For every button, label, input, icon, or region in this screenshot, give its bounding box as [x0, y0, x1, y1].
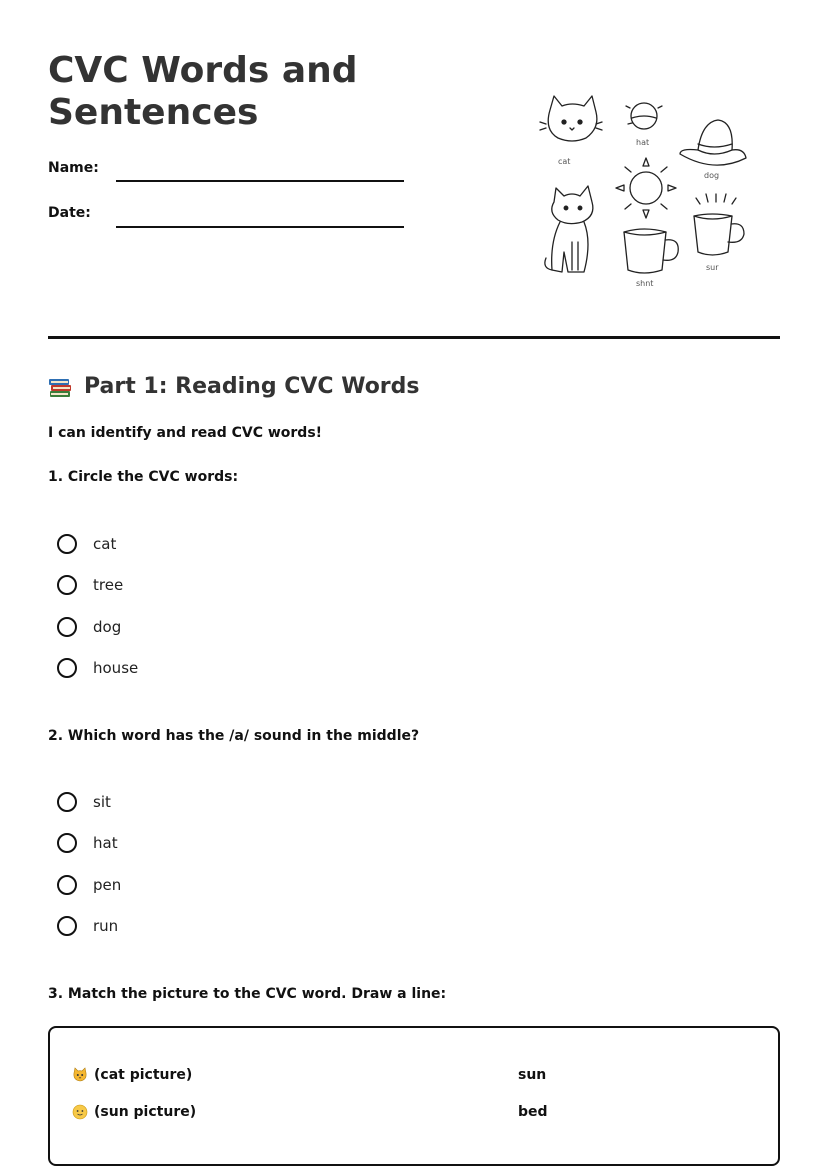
radio-circle-icon[interactable]: [57, 833, 77, 853]
question-3-prompt: 3. Match the picture to the CVC word. Draw a line:: [48, 986, 447, 1002]
matching-box: [48, 1026, 780, 1166]
q1-option[interactable]: [57, 606, 138, 648]
clipart-label-dog: dog: [704, 171, 720, 180]
q2-option-label: pen: [93, 875, 122, 894]
learning-objective: I can identify and read CVC words!: [48, 425, 323, 441]
q1-option-label: tree: [93, 576, 124, 595]
q2-option-label: hat: [93, 834, 118, 853]
match-word[interactable]: sun: [518, 1067, 547, 1083]
q1-option-label: house: [93, 659, 139, 678]
q1-option[interactable]: [57, 648, 138, 690]
radio-circle-icon[interactable]: [57, 534, 77, 554]
radio-circle-icon[interactable]: [57, 575, 77, 595]
mug-drawing: [624, 229, 678, 273]
clipart-label-hat: hat: [636, 138, 650, 147]
clipart-label-sur: sur: [706, 263, 719, 272]
question-2-prompt: 2. Which word has the /a/ sound in the middle?: [48, 728, 420, 744]
match-row: [72, 1067, 778, 1087]
books-icon: [48, 375, 74, 399]
cat-head-drawing: [540, 96, 602, 141]
match-row: [72, 1104, 778, 1124]
cat-face-icon: [72, 1067, 88, 1083]
match-word[interactable]: bed: [518, 1104, 548, 1120]
date-field[interactable]: [116, 226, 404, 228]
name-field[interactable]: [116, 180, 404, 182]
radio-circle-icon[interactable]: [57, 617, 77, 637]
sun-drawing: [616, 158, 676, 218]
question-1-options: [57, 523, 138, 689]
ball-drawing: [626, 103, 662, 129]
match-picture[interactable]: [72, 1067, 192, 1083]
clipart-label-cat: cat: [558, 157, 571, 166]
q1-option[interactable]: [57, 523, 138, 565]
q2-option[interactable]: [57, 906, 121, 948]
cvc-clipart-illustration: [538, 92, 754, 292]
part-1-heading: [48, 374, 420, 399]
q2-option[interactable]: [57, 823, 121, 865]
date-label: Date:: [48, 205, 91, 221]
q2-option-label: run: [93, 917, 119, 936]
title-line-2: Sentences: [48, 92, 259, 133]
radio-circle-icon[interactable]: [57, 792, 77, 812]
radio-circle-icon[interactable]: [57, 875, 77, 895]
q1-option-label: cat: [93, 534, 117, 553]
title-line-1: CVC Words and: [48, 50, 358, 91]
clipart-label-shnt: shnt: [636, 279, 654, 288]
sitting-cat-drawing: [545, 186, 593, 272]
worksheet-title: [48, 50, 358, 134]
question-1-prompt: 1. Circle the CVC words:: [48, 469, 239, 485]
radio-circle-icon[interactable]: [57, 658, 77, 678]
question-2-options: [57, 781, 121, 947]
section-divider: [48, 336, 780, 339]
match-picture-label: (sun picture): [94, 1104, 197, 1120]
q1-option[interactable]: [57, 565, 138, 607]
q2-option[interactable]: [57, 781, 121, 823]
steaming-mug-drawing: [694, 194, 744, 255]
hat-drawing: [680, 120, 746, 165]
q2-option-label: sit: [93, 792, 111, 811]
name-label: Name:: [48, 160, 99, 176]
part-1-title: Part 1: Reading CVC Words: [84, 374, 420, 399]
match-picture-label: (cat picture): [94, 1067, 193, 1083]
radio-circle-icon[interactable]: [57, 916, 77, 936]
q2-option[interactable]: [57, 864, 121, 906]
q1-option-label: dog: [93, 617, 122, 636]
